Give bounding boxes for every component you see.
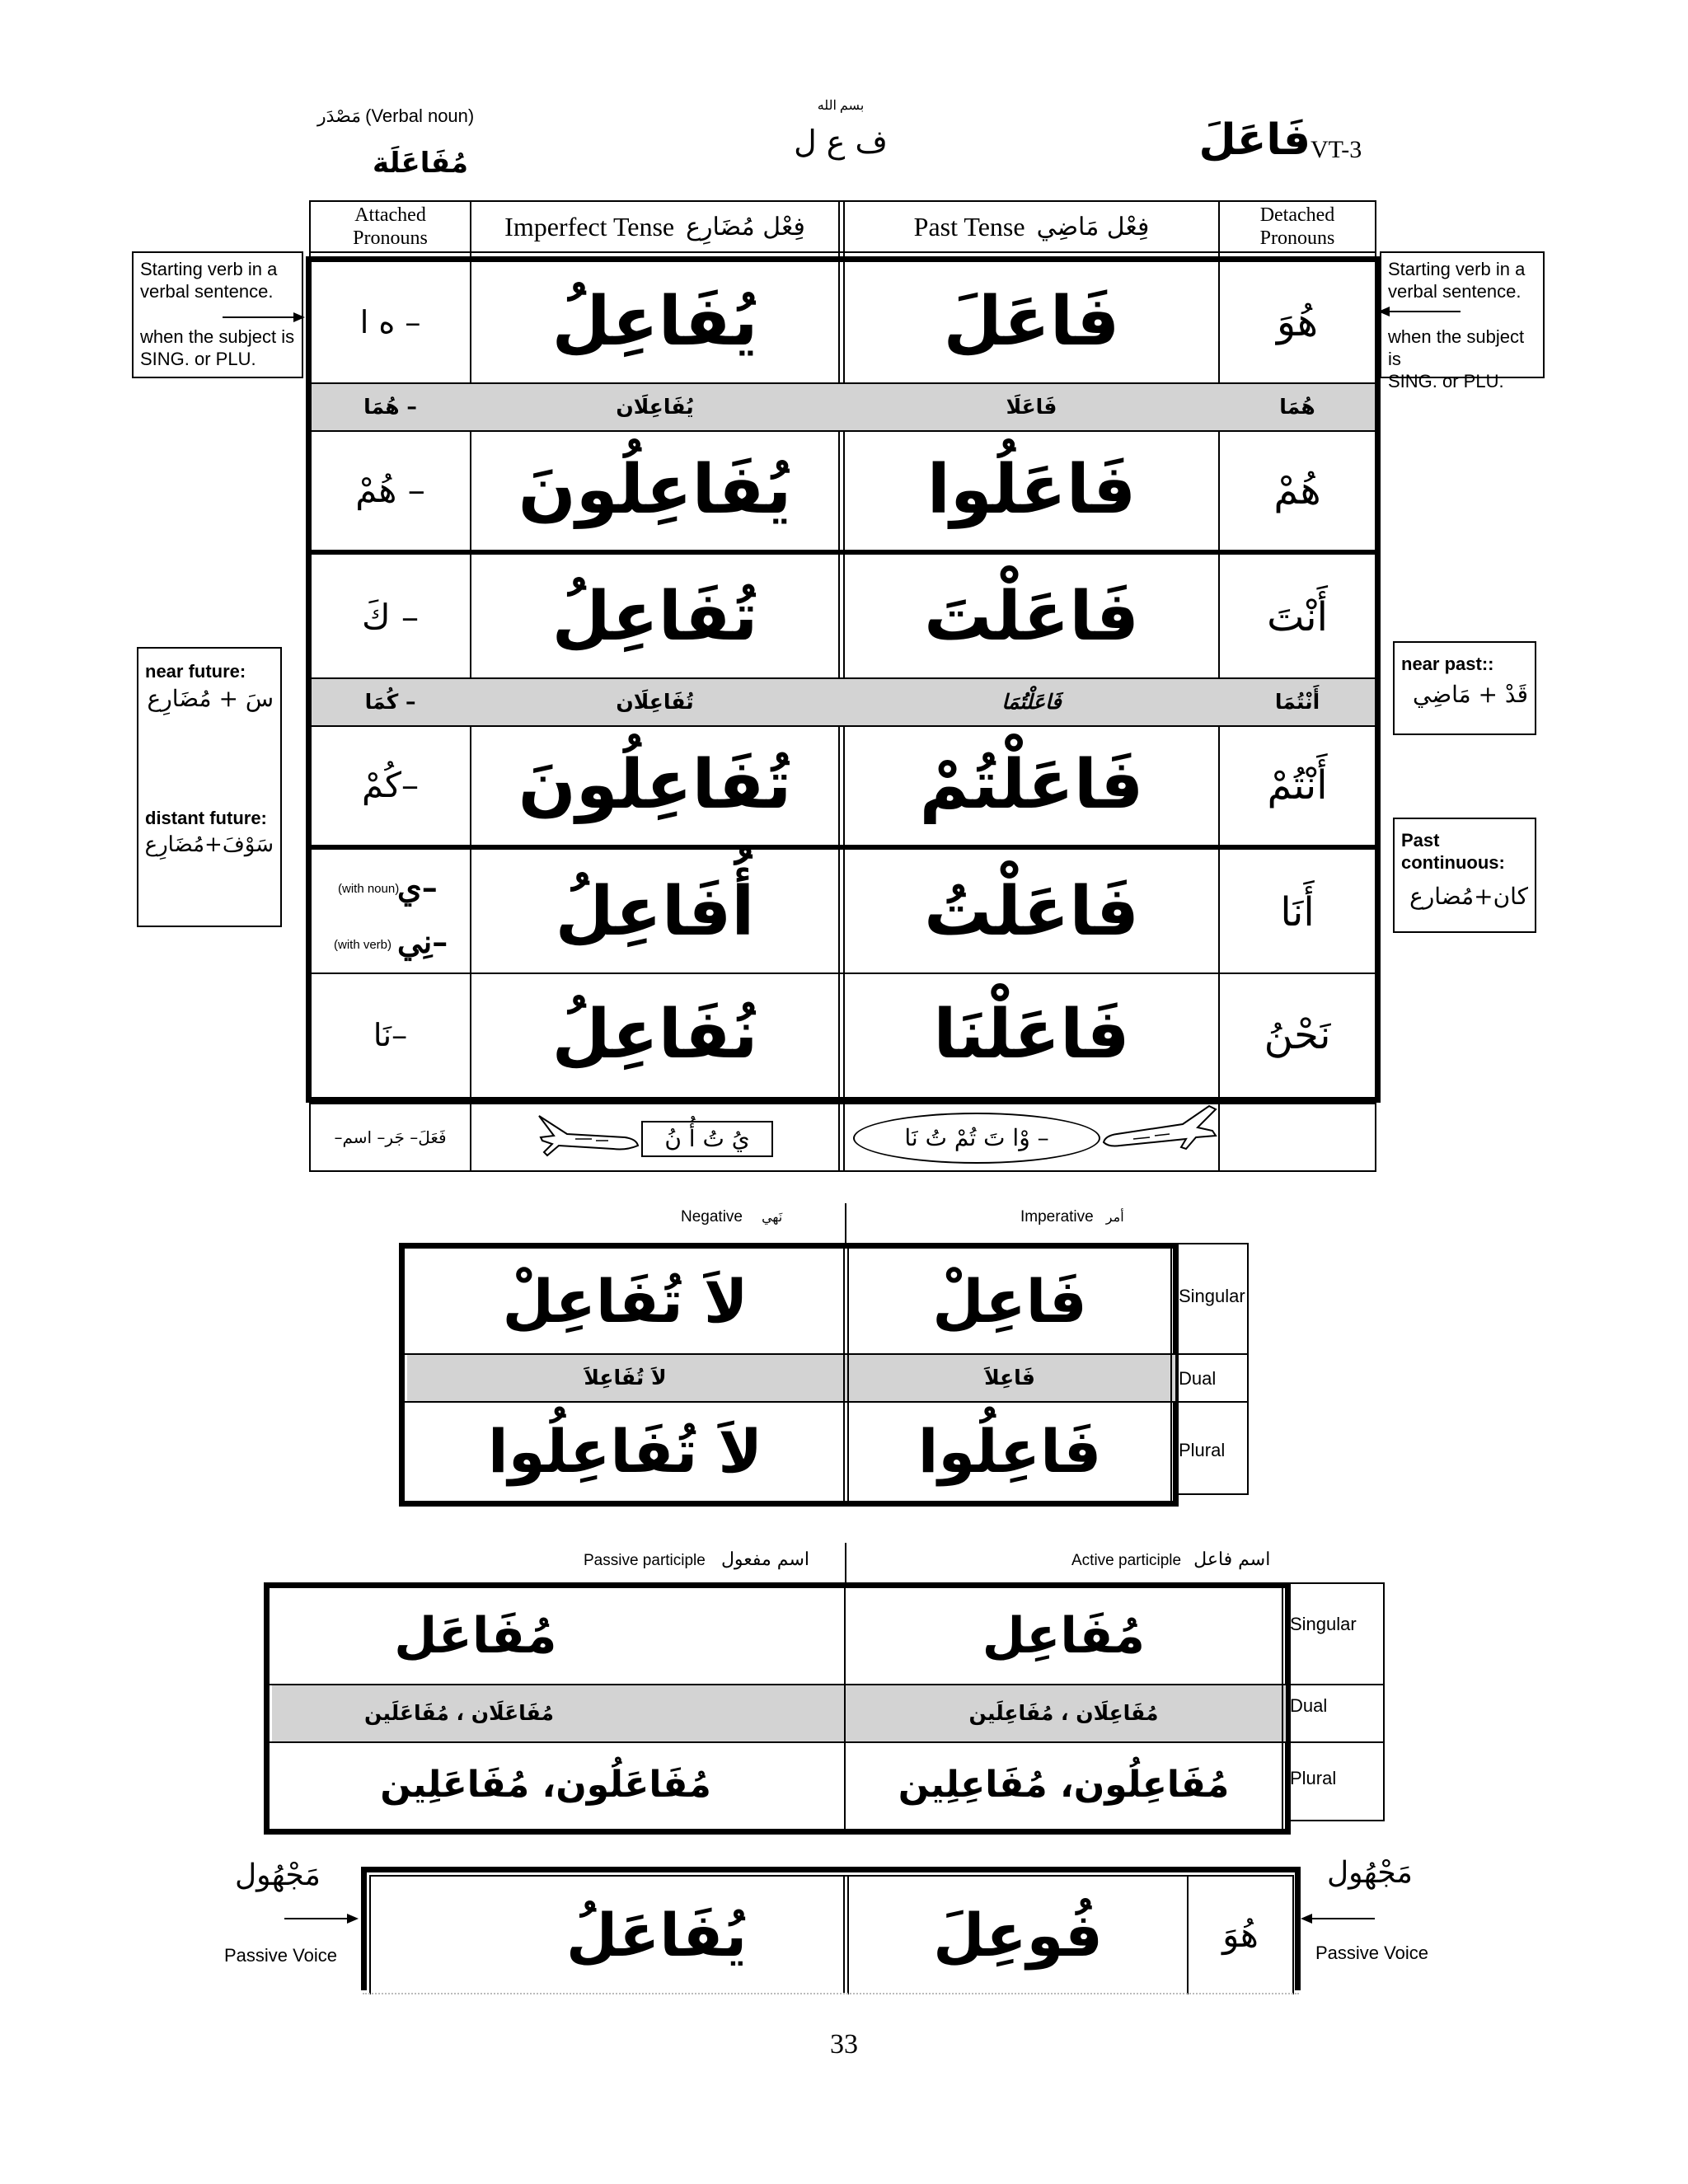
imperative-plural: فَاعِلُوا (917, 1416, 1102, 1486)
attached-ya-group (311, 852, 470, 972)
attached-huma: – هُمَا (363, 394, 417, 419)
masdar-label (317, 105, 474, 127)
imperfect-huma: يُفَاعِلَان (616, 394, 694, 419)
header-imperfect-en: Imperfect Tense (504, 211, 675, 241)
attached-hum: – هُمْ (355, 470, 425, 510)
negative-dual: لاَ تُفَاعِلاَ (584, 1365, 667, 1390)
passive-label-right-ar: مَجْهُول (1327, 1856, 1413, 1890)
attached-kum: –كُمْ (362, 765, 419, 805)
header-imperfect-ar: فِعْل مُضَارِع (686, 212, 805, 241)
right-note-line3: when the subject is (1388, 326, 1525, 369)
passive-left-arrow-icon (284, 1910, 359, 1930)
passive-label-left-en: Passive Voice (224, 1945, 337, 1966)
active-singular: مُفَاعِل (982, 1607, 1146, 1665)
near-future-ar: سَ + مُضَارِع (147, 685, 274, 712)
past-huwa: فَاعَلَ (943, 283, 1120, 361)
attached-hu: – ه ا (359, 304, 421, 340)
header-past-en: Past Tense (913, 211, 1025, 241)
left-note-line4: SING. or PLU. (140, 349, 256, 369)
passive-past: فُوعِلَ (933, 1900, 1103, 1970)
plane-right-icon (1100, 1103, 1220, 1160)
past-hum: فَاعَلُوا (926, 451, 1137, 529)
imperative-dual: فَاعِلاَ (984, 1365, 1035, 1390)
passive-label-left-ar: مَجْهُول (235, 1858, 321, 1892)
left-note-line1: Starting verb in a (140, 259, 278, 279)
detached-antuma: أَنْتُمَا (1274, 689, 1320, 714)
past-huma: فَاعَلَا (1006, 394, 1057, 419)
past-continuous-note (1393, 818, 1536, 933)
imperfect-anta: تُفَاعِلُ (551, 578, 758, 656)
basmala: بسم الله (817, 99, 865, 113)
masdar-label-ar: مَصْدَر (317, 106, 362, 127)
detached-anta: أَنْتَ (1267, 594, 1328, 640)
detached-huwa: هُوَ (1276, 299, 1319, 345)
negative-plural: لاَ تُفَاعِلُوا (488, 1416, 762, 1486)
passive-label-right-en: Passive Voice (1315, 1943, 1428, 1963)
negative-header-ar: نَهي (762, 1209, 783, 1225)
page-number: 33 (830, 2029, 858, 2060)
attached-na: –نَا (373, 1017, 408, 1053)
footer-attached: فَعَلَ– جَر– اسم– (334, 1127, 447, 1147)
negative-header (681, 1208, 782, 1226)
imperative-singular: فَاعِلْ (932, 1266, 1087, 1336)
participle-label-plural: Plural (1290, 1768, 1337, 1788)
imperfect-hum: يُفَاعِلُونَ (518, 451, 792, 529)
detached-nahnu: نَحْنُ (1264, 1012, 1331, 1058)
passive-participle-en: Passive participle (584, 1552, 706, 1569)
past-suffixes-ellipse: – وْا تَ تُمْ تُ نَا (853, 1113, 1100, 1164)
passive-singular: مُفَاعَل (394, 1607, 557, 1665)
active-plural: مُفَاعِلُون، مُفَاعِلِين (898, 1764, 1230, 1806)
left-arrow-icon (223, 309, 305, 329)
verb-form-title: فَاعَلَ (1198, 115, 1311, 165)
negative-singular: لاَ تُفَاعِلْ (502, 1266, 748, 1336)
past-continuous-label: Past continuous: (1401, 830, 1505, 873)
imperfect-nahnu: نُفَاعِلُ (551, 996, 758, 1074)
negative-header-en: Negative (681, 1208, 743, 1226)
with-verb-note: (with verb) (334, 938, 392, 952)
passive-participle-header (584, 1549, 809, 1570)
passive-participle-ar: اسم مفعول (720, 1549, 809, 1570)
detached-ana: أَنَا (1280, 889, 1315, 935)
attached-kuma: – كُمَا (364, 689, 416, 714)
passive-right-arrow-icon (1301, 1910, 1375, 1930)
detached-huma: هُمَا (1279, 394, 1315, 419)
header-imperfect (471, 202, 838, 251)
right-arrow-icon (1378, 303, 1461, 323)
past-continuous-ar: كان+مُضارع (1409, 883, 1528, 910)
header-past (845, 202, 1218, 251)
right-note-line4: SING. or PLU. (1388, 371, 1504, 391)
root-letters: ف ع ل (794, 124, 888, 160)
header-past-ar: فِعْل مَاضِي (1036, 212, 1150, 241)
near-past-note (1393, 641, 1536, 735)
participle-label-dual: Dual (1290, 1695, 1328, 1716)
verb-code: VT-3 (1311, 136, 1362, 163)
left-note-line2: verbal sentence. (140, 281, 274, 302)
left-note-line3: when the subject is (140, 326, 295, 347)
with-noun-note: (with noun) (338, 882, 400, 896)
masdar-label-en: (Verbal noun) (365, 105, 475, 126)
passive-pronoun: هُوَ (1222, 1915, 1259, 1955)
attached-ya: –ي (397, 869, 438, 906)
right-note-line2: verbal sentence. (1388, 281, 1522, 302)
attached-ni: –نِي (397, 923, 448, 960)
imperative-header-ar: أمر (1105, 1209, 1124, 1225)
passive-imperfect: يُفَاعَلُ (565, 1900, 748, 1970)
row-label-dual: Dual (1179, 1368, 1217, 1389)
imperfect-antuma: تُفَاعِلَان (616, 689, 694, 714)
passive-dual: مُفَاعَلَان ، مُفَاعَلَين (364, 1700, 555, 1725)
passive-plural: مُفَاعَلُون، مُفَاعَلِين (380, 1764, 711, 1806)
header-attached-pronouns: Attached Pronouns (353, 204, 428, 249)
imperfect-huwa: يُفَاعِلُ (551, 283, 758, 361)
plane-left-icon (534, 1109, 641, 1162)
imperative-header-en: Imperative (1020, 1208, 1094, 1226)
past-antum: فَاعَلْتُمْ (919, 746, 1144, 824)
imperfect-antum: تُفَاعِلُونَ (518, 746, 792, 824)
participle-label-singular: Singular (1290, 1614, 1357, 1634)
near-past-label: near past:: (1401, 654, 1494, 674)
attached-ka: – كَ (362, 597, 419, 637)
active-participle-en: Active participle (1071, 1552, 1182, 1569)
past-nahnu: فَاعَلْنَا (933, 996, 1130, 1074)
near-future-label: near future: (145, 661, 246, 682)
near-past-ar: قَدْ + مَاضِي (1413, 681, 1528, 708)
right-note-line1: Starting verb in a (1388, 259, 1526, 279)
past-antuma: فَاعَلْتُمَا (1001, 689, 1062, 714)
active-participle-header (1071, 1549, 1270, 1570)
distant-future-ar: سَوْفَ+مُضَارِع (144, 832, 274, 857)
imperfect-prefixes-box: يُ تُ أُ نُ (641, 1121, 773, 1157)
header-detached-pronouns: Detached Pronouns (1259, 204, 1335, 249)
past-anta: فَاعَلْتَ (924, 578, 1139, 656)
masdar-word: مُفَاعَلَة (372, 147, 468, 180)
imperfect-ana: أُفَاعِلُ (555, 873, 755, 951)
row-label-plural: Plural (1179, 1440, 1226, 1460)
distant-future-label: distant future: (145, 808, 267, 828)
future-note (137, 647, 282, 927)
active-dual: مُفَاعِلَان ، مُفَاعِلَين (968, 1700, 1159, 1725)
past-ana: فَاعَلْتُ (924, 873, 1139, 951)
detached-antum: أَنْتُمْ (1267, 762, 1328, 808)
active-participle-ar: اسم فاعل (1193, 1549, 1271, 1570)
detached-hum: هُمْ (1273, 467, 1321, 513)
imperative-header (1020, 1208, 1124, 1226)
row-label-singular: Singular (1179, 1286, 1245, 1306)
